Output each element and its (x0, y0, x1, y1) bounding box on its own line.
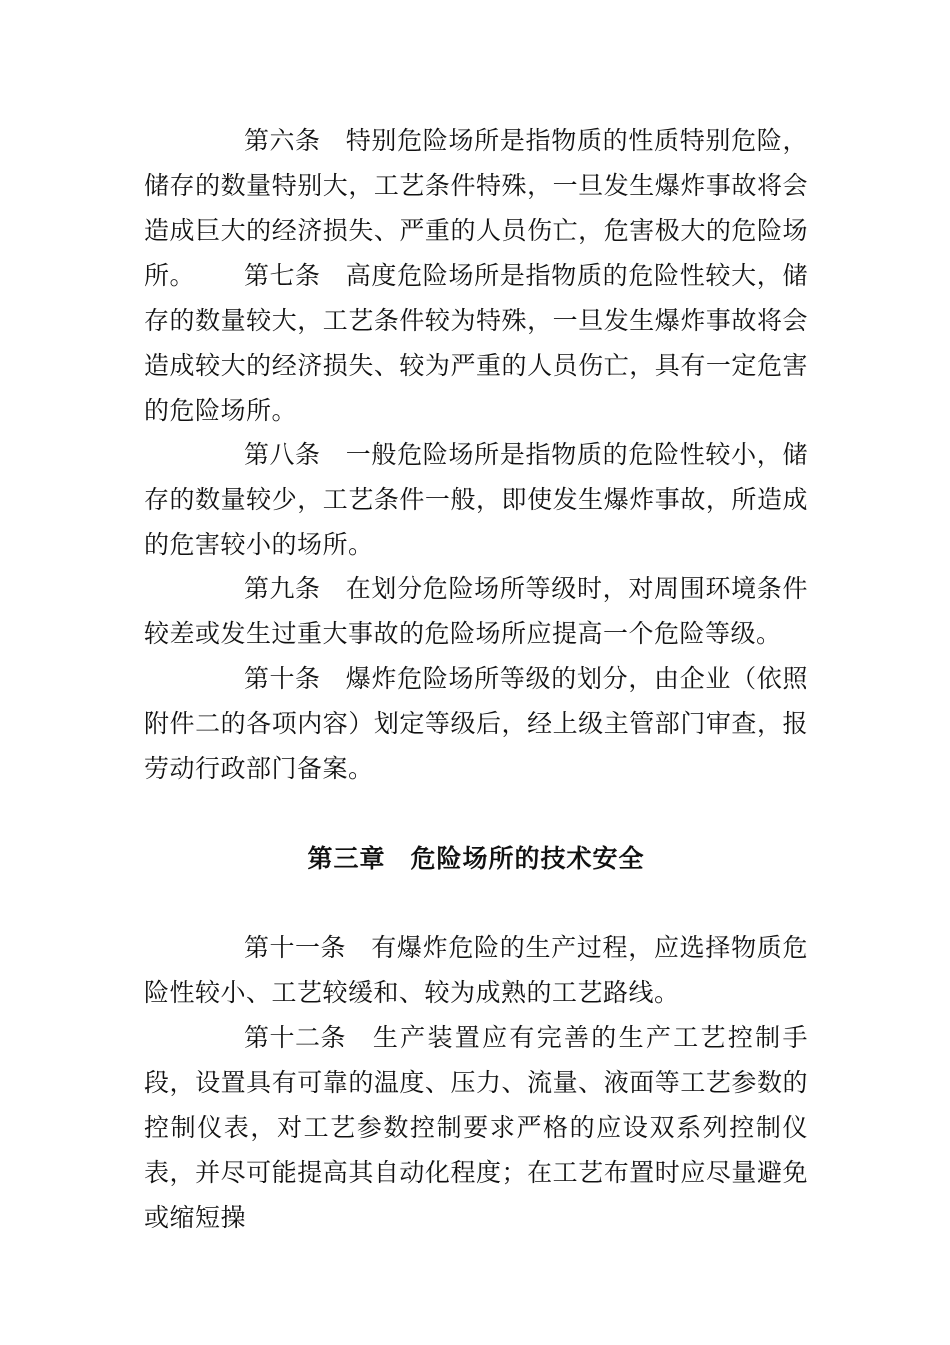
article-12 (144, 1015, 808, 1240)
article-7 (144, 253, 808, 433)
article-9 (144, 566, 808, 656)
article-10 (144, 656, 808, 791)
article-text: 有爆炸危险的生产过程，应选择物质危险性较小、工艺较缓和、较为成熟的工艺路线。 (144, 933, 808, 1007)
chapter-title: 危险场所的技术安全 (410, 844, 645, 873)
article-number: 第八条 (244, 440, 321, 469)
chapter-number: 第三章 (307, 844, 386, 873)
article-8 (144, 432, 808, 567)
article-number: 第十条 (244, 664, 321, 693)
article-text: 在划分危险场所等级时，对周围环境条件较差或发生过重大事故的危险场所应提高一个危险等级。 (144, 574, 808, 648)
article-number: 第六条 (244, 126, 321, 155)
article-11 (144, 925, 808, 1015)
article-number: 第十一条 (244, 933, 347, 962)
article-number: 第九条 (244, 574, 321, 603)
article-text: 爆炸危险场所等级的划分，由企业（依照附件二的各项内容）划定等级后，经上级主管部门审查，报劳动行政部门备案。 (144, 664, 808, 783)
chapter-heading (144, 836, 808, 881)
article-number: 第七条 (244, 261, 321, 290)
article-text: 生产装置应有完善的生产工艺控制手段，设置具有可靠的温度、压力、流量、液面等工艺参数的控制仪表，对工艺参数控制要求严格的应设双系列控制仪表，并尽可能提高其自动化程度；在工艺布置时应尽量避免或缩短操 (144, 1023, 808, 1232)
article-number: 第十二条 (244, 1023, 347, 1052)
article-text: 高度危险场所是指物质的危险性较大，储存的数量较大，工艺条件较为特殊，一旦发生爆炸事故将会造成较大的经济损失、较为严重的人员伤亡，具有一定危害的危险场所。 (144, 261, 808, 425)
article-text: 一般危险场所是指物质的危险性较小，储存的数量较少，工艺条件一般，即使发生爆炸事故，所造成的危害较小的场所。 (144, 440, 808, 559)
article-text: 特别危险场所是指物质的性质特别危险，储存的数量特别大，工艺条件特殊，一旦发生爆炸事故将会造成巨大的经济损失、严重的人员伤亡，危害极大的危险场所。 (144, 126, 808, 290)
